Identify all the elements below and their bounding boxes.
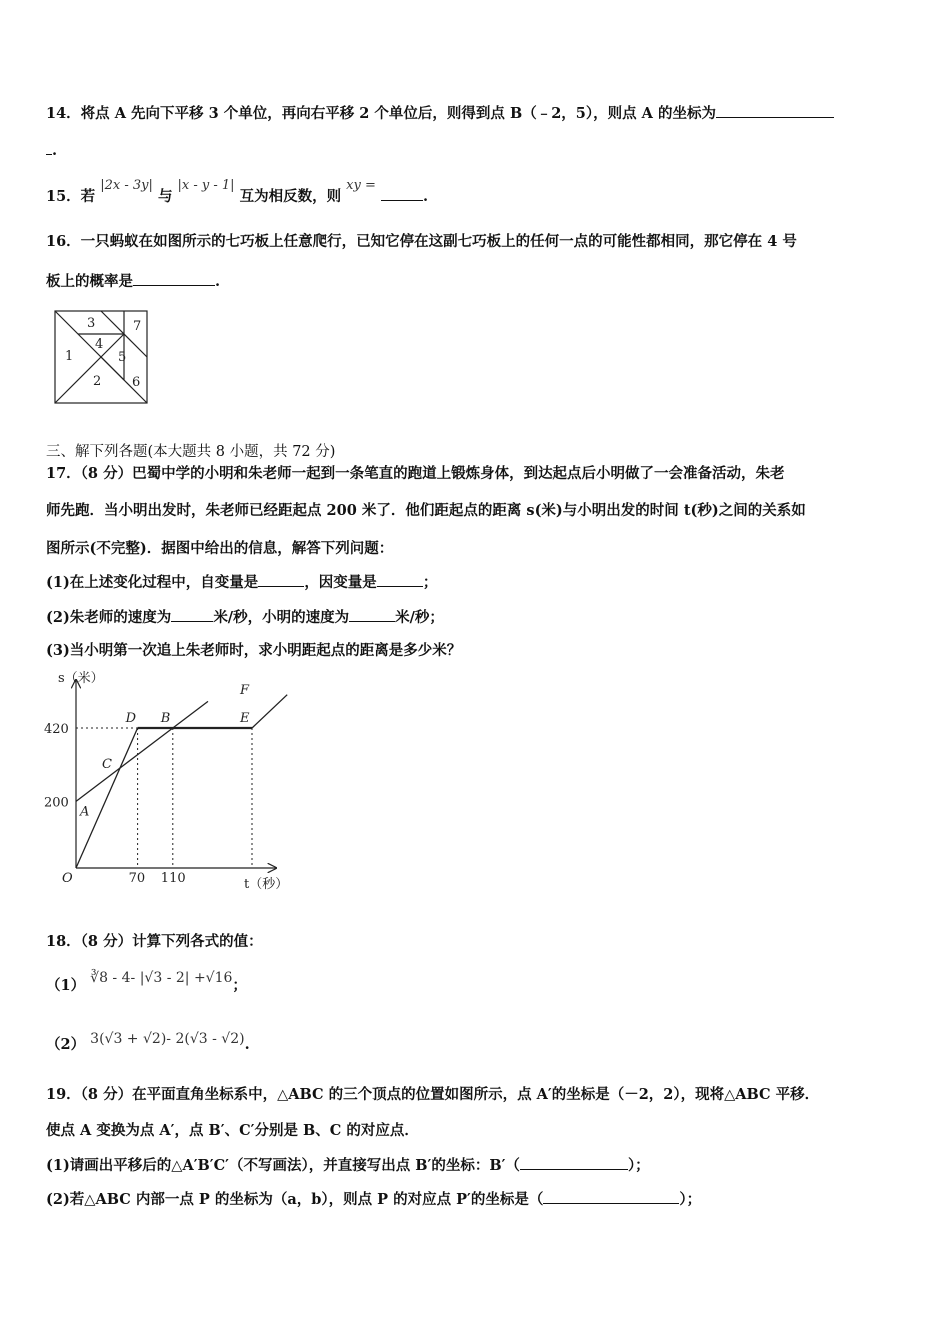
q19-line1: 19．（8 分）在平面直角坐标系中，△ABC 的三个顶点的位置如图所示，点 A′的坐标是（－2，2），现将△ABC 平移． [46, 1086, 820, 1103]
tangram-label-5: 5 [118, 350, 127, 365]
q19-part2 [46, 1189, 701, 1210]
point-label-d: D [125, 711, 137, 727]
q19-p-prime-blank[interactable] [543, 1189, 679, 1204]
series-line-extension [173, 701, 208, 728]
q17-p1c: ； [422, 574, 438, 591]
x-tick-110: 110 [160, 871, 186, 886]
q18-p1-end: ； [232, 977, 247, 994]
point-label-b: B [160, 711, 171, 727]
q15-prefix: 15．若 [46, 188, 96, 205]
section-3-title: 三、解下列各题(本大题共 8 小题，共 72 分) [46, 444, 336, 460]
point-label-e: E [240, 711, 250, 727]
point-label-c: C [102, 757, 112, 772]
q18-p2-end: . [244, 1036, 250, 1053]
q17-p2a: (2)朱老师的速度为 [46, 609, 172, 626]
q14-tail: . [52, 142, 58, 159]
q18-part2 [46, 1031, 250, 1055]
q16-answer-blank[interactable] [133, 271, 215, 286]
origin-label: O [62, 871, 73, 886]
q18-p1-label: （1） [46, 977, 86, 994]
tangram-label-7: 7 [133, 319, 142, 334]
q19-p2b: ）； [679, 1191, 702, 1208]
y-tick-200: 200 [44, 795, 69, 811]
tangram-label-2: 2 [93, 374, 102, 389]
question-14 [46, 103, 834, 124]
q19-part1 [46, 1155, 650, 1176]
q17-line1: 17．（8 分）巴蜀中学的小明和朱老师一起到一条笔直的跑道上锻炼身体，到达起点后小明做了一会准备活动，朱老 [46, 465, 785, 482]
tangram-figure [52, 308, 152, 412]
q14-text: 14．将点 A 先向下平移 3 个单位，再向右平移 2 个单位后，则得到点 B（﹣2，5），则点 A 的坐标为 [46, 105, 716, 122]
q17-teacher-speed-blank[interactable] [171, 607, 213, 622]
q17-part2 [46, 607, 444, 628]
y-tick-420: 420 [44, 722, 69, 738]
q17-p1a: (1)在上述变化过程中，自变量是 [46, 574, 259, 591]
q17-part3: (3)当小明第一次追上朱老师时，求小明距起点的距离是多少米？ [46, 642, 462, 659]
series-line-4 [252, 695, 287, 728]
question-15 [46, 178, 428, 208]
point-label-a: A [80, 804, 90, 820]
q15-answer-blank[interactable] [381, 186, 423, 201]
q17-p1b: ，因变量是 [304, 574, 377, 591]
q18-p2-expr: 3(√3 + √2)- 2(√3 - √2) [90, 1031, 245, 1047]
x-tick-70: 70 [128, 871, 146, 886]
q15-expr2: |x - y - 1| [177, 178, 235, 193]
q19-b-prime-blank[interactable] [520, 1155, 628, 1170]
q15-expr1: |2x - 3y| [100, 178, 153, 193]
series-line-2 [76, 728, 173, 801]
q15-mid: 与 [157, 188, 173, 205]
q16-line2-text: 板上的概率是 [46, 273, 133, 290]
q17-ming-speed-blank[interactable] [349, 607, 395, 622]
q17-line3: 图所示(不完整)．据图中给出的信息，解答下列问题： [46, 540, 394, 557]
tangram-label-3: 3 [87, 316, 96, 331]
q19-p1b: ）； [627, 1157, 650, 1174]
distance-time-chart [40, 668, 310, 896]
question-14-tail [46, 140, 57, 161]
q18-p1-expr: ∛8 - 4- |√3 - 2| +√16 [90, 970, 233, 986]
series-line-1 [76, 728, 138, 868]
q18-part1 [46, 970, 247, 996]
q18-p2-label: （2） [46, 1036, 86, 1053]
q16-end: . [215, 273, 221, 290]
q15-expr3: xy = [346, 178, 376, 193]
y-axis-label: s（米） [58, 671, 104, 686]
tangram-label-1: 1 [65, 349, 74, 364]
q16-line2 [46, 271, 220, 292]
tangram-label-4: 4 [95, 337, 104, 352]
q17-dependent-blank[interactable] [377, 572, 423, 587]
q17-part1 [46, 572, 437, 593]
q15-suffix: 互为相反数，则 [239, 188, 342, 205]
x-axis-label: t（秒） [244, 877, 289, 892]
q18-title: 18．（8 分）计算下列各式的值： [46, 933, 263, 950]
q17-independent-blank[interactable] [258, 572, 304, 587]
q19-p2a: (2)若△ABC 内部一点 P 的坐标为（a，b），则点 P 的对应点 P′的坐标是（ [46, 1191, 544, 1208]
q15-end: . [422, 188, 428, 205]
point-label-f: F [240, 683, 250, 698]
tangram-label-6: 6 [132, 375, 141, 390]
q17-line2: 师先跑．当小明出发时，朱老师已经距起点 200 米了．他们距起点的距离 s(米)与小明出发的时间 t(秒)之间的关系如 [46, 502, 806, 519]
q19-p1a: (1)请画出平移后的△A′B′C′（不写画法），并直接写出点 B′的坐标：B′（ [46, 1157, 520, 1174]
q14-answer-blank[interactable] [716, 103, 834, 118]
q17-p2c: 米/秒； [395, 609, 444, 626]
q19-line2: 使点 A 变换为点 A′，点 B′、C′分别是 B、C 的对应点． [46, 1122, 419, 1139]
q17-p2b: 米/秒，小明的速度为 [213, 609, 350, 626]
q16-line1: 16．一只蚂蚁在如图所示的七巧板上任意爬行，已知它停在这副七巧板上的任何一点的可能性都相同，那它停在 4 号 [46, 233, 797, 250]
